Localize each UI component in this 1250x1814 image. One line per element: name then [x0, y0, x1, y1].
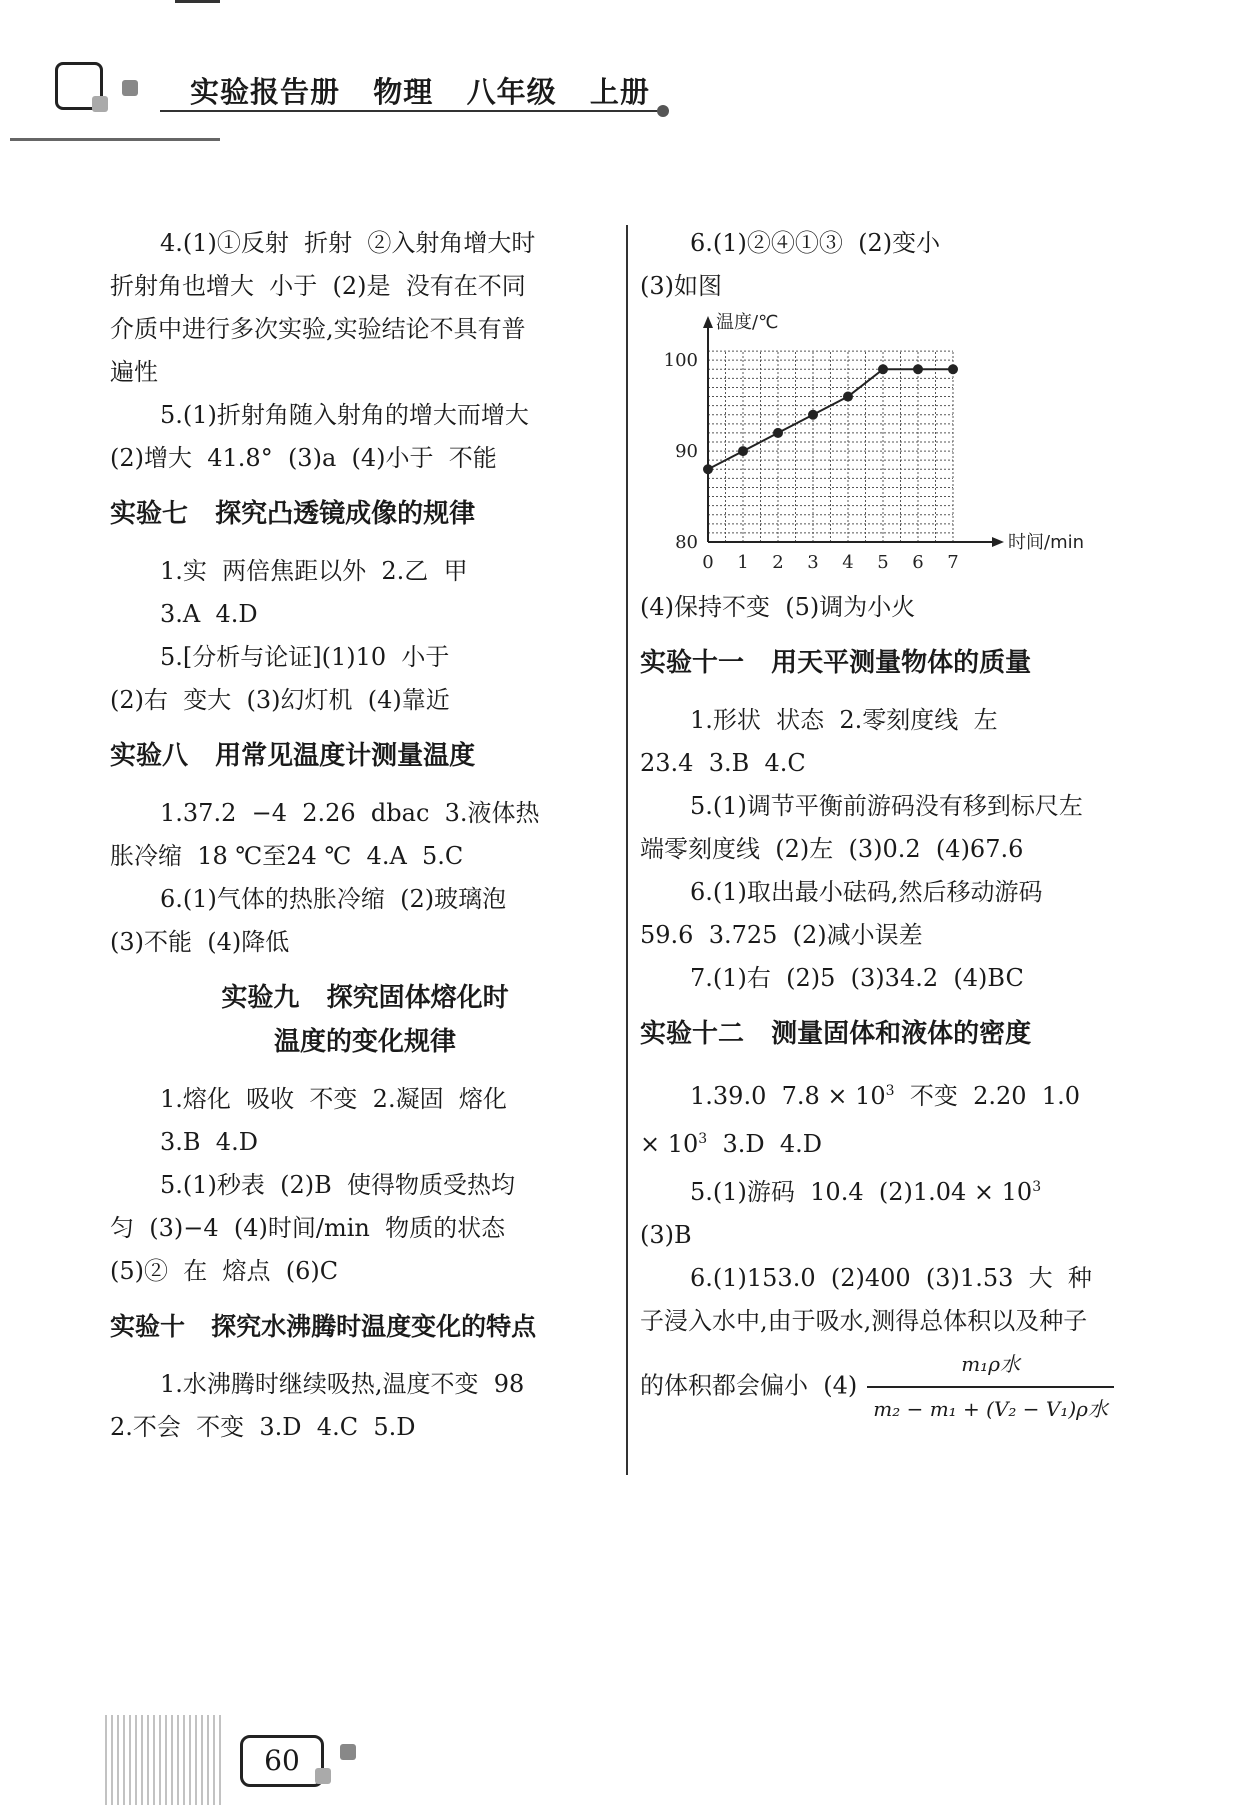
- header-rule-top: [175, 0, 220, 3]
- header-dot: [657, 105, 669, 117]
- answer-line: 5.(1)折射角随入射角的增大而增大: [160, 401, 529, 429]
- header-square-decoration: [92, 96, 108, 112]
- data-point: [878, 364, 888, 374]
- x-axis-label: 时间/min: [1008, 532, 1085, 553]
- section-heading: 实验九 探究固体熔化时: [221, 983, 509, 1013]
- header-rule: [160, 110, 660, 112]
- answer-line: 介质中进行多次实验,实验结论不具有普: [110, 315, 526, 343]
- footer-square-decoration: [315, 1768, 331, 1784]
- section-heading: 实验十 探究水沸腾时温度变化的特点: [110, 1312, 537, 1341]
- exponent: 3: [698, 1131, 708, 1147]
- answer-line: 折射角也增大 小于 (2)是 没有在不同: [110, 272, 526, 300]
- answer-line: 6.(1)②④①③ (2)变小: [690, 229, 941, 257]
- answer-line: 7.(1)右 (2)5 (3)34.2 (4)BC: [690, 964, 1024, 992]
- answer-line: 匀 (3)−4 (4)时间/min 物质的状态: [110, 1214, 506, 1242]
- answer-line: (4)保持不变 (5)调为小火: [640, 593, 916, 621]
- answer-line: 1.形状 状态 2.零刻度线 左: [690, 706, 998, 734]
- answer-line: (2)右 变大 (3)幻灯机 (4)靠近: [110, 686, 450, 714]
- answer-line: 1.水沸腾时继续吸热,温度不变 98: [160, 1370, 525, 1398]
- answer-text: 1.39.0 7.8 × 10: [690, 1082, 886, 1110]
- answer-text: 的体积都会偏小 (4): [640, 1371, 858, 1400]
- x-tick-label: 6: [912, 552, 924, 573]
- y-axis-arrow: [703, 316, 713, 328]
- section-heading: 实验八 用常见温度计测量温度: [110, 741, 476, 771]
- data-point: [843, 392, 853, 402]
- answer-line: 1.37.2 −4 2.26 dbac 3.液体热: [160, 799, 540, 827]
- page-number: 60: [240, 1735, 324, 1787]
- density-formula: [867, 1343, 1114, 1431]
- answer-line: (3)不能 (4)降低: [110, 928, 290, 956]
- book-title: 实验报告册 物理 八年级 上册: [190, 75, 650, 109]
- header-rule-lower: [10, 138, 220, 141]
- right-column: [640, 222, 1150, 1431]
- column-divider: [626, 225, 628, 1475]
- answer-line: 6.(1)153.0 (2)400 (3)1.53 大 种: [690, 1264, 1092, 1292]
- answer-line: 6.(1)气体的热胀冷缩 (2)玻璃泡: [160, 885, 507, 913]
- answer-line: 端零刻度线 (2)左 (3)0.2 (4)67.6: [640, 835, 1024, 863]
- answer-line: 子浸入水中,由于吸水,测得总体积以及种子: [640, 1307, 1088, 1335]
- data-point: [703, 464, 713, 474]
- answer-line: 1.实 两倍焦距以外 2.乙 甲: [160, 557, 468, 585]
- section-heading: 实验十一 用天平测量物体的质量: [640, 648, 1032, 678]
- x-tick-label: 3: [807, 552, 819, 573]
- answer-line: (3)B: [640, 1221, 692, 1249]
- answer-line: 6.(1)取出最小砝码,然后移动游码: [690, 878, 1043, 906]
- answer-text: 3.D 4.D: [707, 1130, 822, 1158]
- section-heading: 实验七 探究凸透镜成像的规律: [110, 499, 476, 529]
- chart-svg: [640, 312, 1140, 582]
- answer-line: 2.不会 不变 3.D 4.C 5.D: [110, 1413, 416, 1441]
- exponent: 3: [885, 1083, 895, 1099]
- answer-line: [640, 1166, 1150, 1214]
- page-header: [0, 0, 1250, 150]
- x-tick-label: 7: [947, 552, 959, 573]
- answer-line: (2)增大 41.8° (3)a (4)小于 不能: [110, 444, 497, 472]
- x-axis-arrow: [992, 537, 1004, 547]
- answer-line: 5.(1)调节平衡前游码没有移到标尺左: [690, 792, 1083, 820]
- answer-text: 5.(1)游码 10.4 (2)1.04 × 10: [690, 1178, 1033, 1206]
- answer-line: 4.(1)①反射 折射 ②入射角增大时: [160, 229, 536, 257]
- footer-square-decoration: [340, 1744, 356, 1760]
- answer-line: [640, 1070, 1150, 1118]
- x-tick-label: 1: [737, 552, 749, 573]
- answer-text: 不变 2.20 1.0: [894, 1082, 1080, 1110]
- answer-line: 59.6 3.725 (2)减小误差: [640, 921, 923, 949]
- temperature-time-chart: [640, 312, 1140, 582]
- x-tick-label: 0: [702, 552, 714, 573]
- data-point: [808, 410, 818, 420]
- data-point: [913, 364, 923, 374]
- answer-line: [640, 1343, 1150, 1431]
- data-point: [948, 364, 958, 374]
- answer-line: 5.[分析与论证](1)10 小于: [160, 643, 450, 671]
- answer-line: 胀冷缩 18 ℃至24 ℃ 4.A 5.C: [110, 842, 464, 870]
- answer-line: 遍性: [110, 358, 158, 386]
- exponent: 3: [1032, 1179, 1042, 1195]
- y-axis-label: 温度/℃: [716, 312, 779, 333]
- answer-line: 5.(1)秒表 (2)B 使得物质受热均: [160, 1171, 516, 1199]
- answer-line: 3.A 4.D: [160, 600, 258, 628]
- y-tick-label: 100: [663, 350, 698, 372]
- left-column: [110, 222, 620, 1449]
- header-square-decoration: [122, 80, 138, 96]
- answer-text: × 10: [640, 1130, 699, 1158]
- x-tick-label: 5: [877, 552, 889, 573]
- answer-line: 3.B 4.D: [160, 1128, 258, 1156]
- footer-hatch-decoration: [105, 1715, 225, 1805]
- answer-line: (3)如图: [640, 272, 722, 300]
- y-tick-label: 90: [675, 441, 698, 463]
- section-heading: 温度的变化规律: [273, 1027, 456, 1057]
- answer-line: 23.4 3.B 4.C: [640, 749, 806, 777]
- data-point: [773, 428, 783, 438]
- answer-line: [640, 1118, 1150, 1166]
- section-heading: 实验十二 测量固体和液体的密度: [640, 1019, 1032, 1049]
- formula-denominator: m₂ − m₁ + (V₂ − V₁)ρ水: [873, 1397, 1108, 1421]
- x-tick-label: 4: [842, 552, 854, 573]
- y-tick-label: 80: [675, 532, 698, 553]
- x-tick-label: 2: [772, 552, 784, 573]
- formula-numerator: m₁ρ水: [867, 1343, 1114, 1388]
- answer-line: (5)② 在 熔点 (6)C: [110, 1257, 339, 1285]
- answer-line: 1.熔化 吸收 不变 2.凝固 熔化: [160, 1085, 507, 1113]
- data-point: [738, 446, 748, 456]
